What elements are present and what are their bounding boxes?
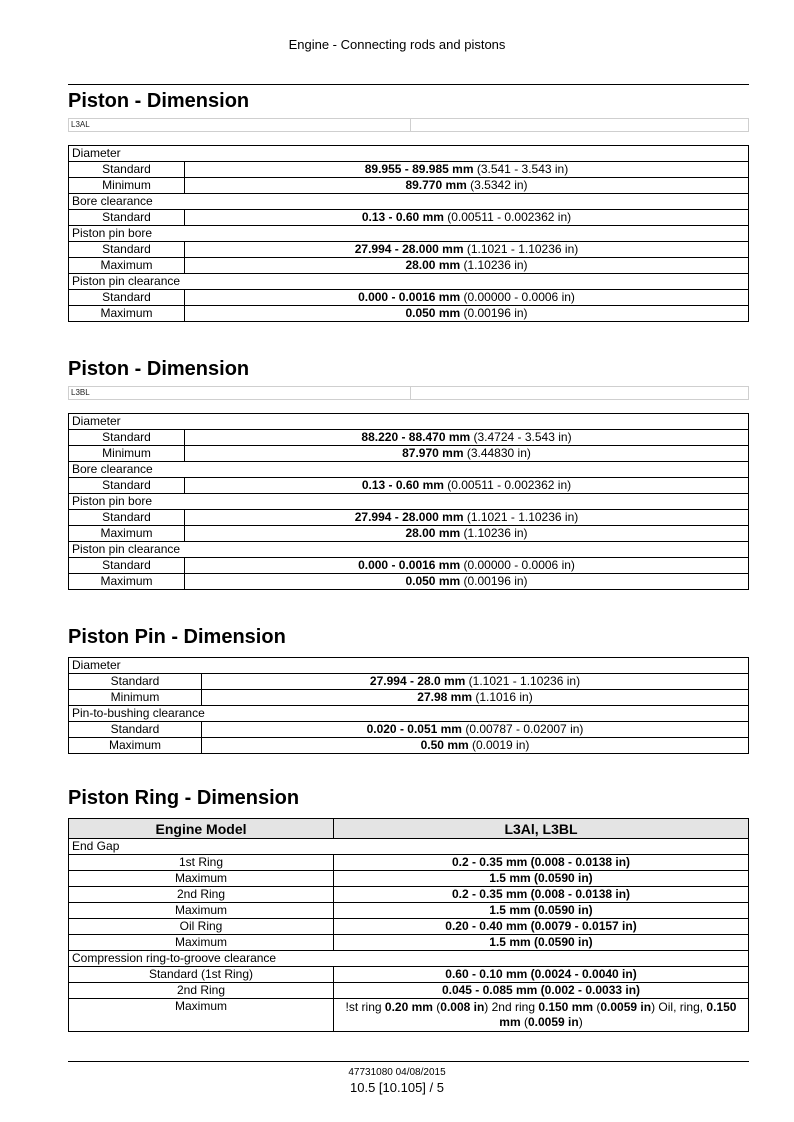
row-label: 2nd Ring [69, 887, 334, 903]
group-label: Bore clearance [69, 194, 749, 210]
group-label: Piston pin clearance [69, 542, 749, 558]
model-tag-label: L3AL [69, 119, 411, 131]
row-value [185, 258, 749, 274]
value-part: ) 2nd ring [484, 1000, 539, 1014]
page-header-title: Engine - Connecting rods and pistons [288, 37, 506, 52]
group-label: Diameter [69, 414, 749, 430]
value-metric: 27.994 - 28.0 mm [369, 674, 466, 688]
row-value [334, 903, 749, 919]
row-value [185, 290, 749, 306]
row-label: Standard [69, 242, 185, 258]
value-metric: 0.20 - 0.40 mm (0.0079 - 0.0157 in) [445, 919, 637, 933]
spec-table [68, 413, 749, 590]
value-metric: 0.60 - 0.10 mm (0.0024 - 0.0040 in) [445, 967, 637, 981]
table-row [69, 983, 749, 999]
table-header-row [69, 819, 749, 839]
value-metric: 0.13 - 0.60 mm [361, 210, 444, 224]
group-label: Diameter [69, 658, 749, 674]
value-metric: 88.220 - 88.470 mm [361, 430, 471, 444]
column-header: L3Al, L3BL [334, 819, 749, 839]
row-value [334, 935, 749, 951]
value-imperial: (0.00196 in) [460, 574, 528, 588]
table-row [69, 430, 749, 446]
value-imperial: (0.00000 - 0.0006 in) [460, 558, 575, 572]
row-label: Minimum [69, 178, 185, 194]
row-label: Maximum [69, 574, 185, 590]
group-label: Pin-to-bushing clearance [69, 706, 749, 722]
group-row [69, 194, 749, 210]
row-value [202, 722, 749, 738]
value-imperial: (1.10236 in) [460, 526, 528, 540]
row-label: Standard [69, 162, 185, 178]
row-label: 2nd Ring [69, 983, 334, 999]
spec-table [68, 818, 749, 1032]
row-label: Standard [69, 674, 202, 690]
value-metric: 0.020 - 0.051 mm [366, 722, 462, 736]
row-label: Oil Ring [69, 919, 334, 935]
row-label: Minimum [69, 446, 185, 462]
footer-doc-id: 47731080 04/08/2015 [348, 1067, 446, 1078]
row-value [202, 690, 749, 706]
value-part: 0.20 mm [384, 1000, 433, 1014]
table-row [69, 242, 749, 258]
value-metric: 0.045 - 0.085 mm (0.002 - 0.0033 in) [441, 983, 641, 997]
value-imperial: (1.10236 in) [460, 258, 528, 272]
value-metric: 89.955 - 89.985 mm [364, 162, 474, 176]
value-metric: 27.994 - 28.000 mm [354, 510, 464, 524]
table-row [69, 162, 749, 178]
spec-table [68, 145, 749, 322]
row-value [202, 674, 749, 690]
value-imperial: (0.00787 - 0.02007 in) [461, 722, 584, 736]
row-label: Maximum [69, 871, 334, 887]
value-metric: 28.00 mm [405, 526, 461, 540]
model-tag [68, 118, 749, 132]
value-imperial: (1.1021 - 1.10236 in) [463, 510, 579, 524]
section-piston-l3bl [68, 357, 749, 590]
value-part: ( [520, 1015, 528, 1029]
row-value [185, 306, 749, 322]
spec-table [68, 657, 749, 754]
table-row [69, 210, 749, 226]
row-label: Maximum [69, 306, 185, 322]
value-part: 0.008 in [440, 1000, 485, 1014]
value-metric: 0.13 - 0.60 mm [361, 478, 444, 492]
value-part: 0.150 mm [538, 1000, 594, 1014]
table-row [69, 258, 749, 274]
value-metric: 0.050 mm [405, 574, 461, 588]
row-value [185, 478, 749, 494]
row-label: Maximum [69, 999, 334, 1032]
group-label: End Gap [69, 839, 749, 855]
row-value [334, 983, 749, 999]
table-row [69, 306, 749, 322]
row-label: Standard (1st Ring) [69, 967, 334, 983]
row-value [334, 967, 749, 983]
row-label: Standard [69, 430, 185, 446]
value-metric: 0.050 mm [405, 306, 461, 320]
value-imperial: (0.00196 in) [460, 306, 528, 320]
footer-page-number: 10.5 [10.105] / 5 [350, 1080, 444, 1095]
column-header: Engine Model [69, 819, 334, 839]
group-row [69, 414, 749, 430]
group-row [69, 658, 749, 674]
row-value [334, 919, 749, 935]
row-label: Maximum [69, 258, 185, 274]
footer-divider [68, 1061, 749, 1062]
table-row [69, 574, 749, 590]
value-part: 0.150 mm [499, 1000, 737, 1029]
value-part: 0.0059 in [527, 1015, 579, 1029]
value-metric: 0.2 - 0.35 mm (0.008 - 0.0138 in) [451, 887, 631, 901]
row-label: Standard [69, 510, 185, 526]
value-metric: 1.5 mm (0.0590 in) [489, 903, 593, 917]
group-row [69, 494, 749, 510]
row-value [185, 178, 749, 194]
row-value [185, 162, 749, 178]
row-value [185, 526, 749, 542]
value-imperial: (0.0019 in) [468, 738, 530, 752]
value-part: !st ring [345, 1000, 385, 1014]
row-value [185, 430, 749, 446]
table-row [69, 558, 749, 574]
value-part: 0.0059 in [600, 1000, 652, 1014]
value-metric: 87.970 mm [402, 446, 464, 460]
value-part: ) Oil, ring, [651, 1000, 707, 1014]
value-part: ) [578, 1015, 583, 1029]
value-metric: 28.00 mm [405, 258, 461, 272]
row-label: Maximum [69, 738, 202, 754]
value-imperial: (0.00000 - 0.0006 in) [460, 290, 575, 304]
value-imperial: (3.44830 in) [463, 446, 531, 460]
section-piston-ring [68, 786, 749, 1032]
table-row [69, 919, 749, 935]
value-part: ( [432, 1000, 441, 1014]
table-row [69, 674, 749, 690]
table-row [69, 871, 749, 887]
row-value [185, 446, 749, 462]
row-label: Minimum [69, 690, 202, 706]
group-label: Bore clearance [69, 462, 749, 478]
value-metric: 1.5 mm (0.0590 in) [489, 871, 593, 885]
group-label: Compression ring-to-groove clearance [69, 951, 749, 967]
value-imperial: (0.00511 - 0.002362 in) [443, 478, 572, 492]
group-row [69, 951, 749, 967]
row-label: Standard [69, 210, 185, 226]
value-imperial: (0.00511 - 0.002362 in) [443, 210, 572, 224]
group-row [69, 839, 749, 855]
row-value [334, 887, 749, 903]
row-label: Maximum [69, 526, 185, 542]
table-row [69, 967, 749, 983]
row-value [185, 210, 749, 226]
row-value [185, 242, 749, 258]
section-piston-l3al [68, 89, 749, 322]
value-metric: 0.000 - 0.0016 mm [358, 290, 461, 304]
group-label: Diameter [69, 146, 749, 162]
row-label: Maximum [69, 903, 334, 919]
row-value [185, 510, 749, 526]
group-row [69, 462, 749, 478]
table-row [69, 903, 749, 919]
header-divider [68, 84, 749, 85]
table-row [69, 999, 749, 1032]
value-imperial: (1.1016 in) [472, 690, 533, 704]
section-title: Piston - Dimension [68, 90, 250, 112]
table-row [69, 855, 749, 871]
table-row [69, 690, 749, 706]
section-title: Piston - Dimension [68, 358, 250, 380]
row-label: 1st Ring [69, 855, 334, 871]
row-label: Standard [69, 722, 202, 738]
value-metric: 27.994 - 28.000 mm [354, 242, 464, 256]
group-row [69, 274, 749, 290]
table-row [69, 446, 749, 462]
value-metric: 89.770 mm [405, 178, 467, 192]
value-imperial: (3.4724 - 3.543 in) [470, 430, 572, 444]
model-tag [68, 386, 749, 400]
value-part: ( [593, 1000, 601, 1014]
group-row [69, 706, 749, 722]
section-title: Piston Pin - Dimension [68, 626, 286, 648]
value-metric: 1.5 mm (0.0590 in) [489, 935, 593, 949]
value-metric: 27.98 mm [417, 690, 472, 704]
value-imperial: (1.1021 - 1.10236 in) [465, 674, 581, 688]
group-label: Piston pin bore [69, 494, 749, 510]
group-label: Piston pin clearance [69, 274, 749, 290]
row-value [202, 738, 749, 754]
table-row [69, 887, 749, 903]
section-piston-pin [68, 625, 749, 754]
row-value [185, 574, 749, 590]
table-row [69, 526, 749, 542]
table-row [69, 935, 749, 951]
table-row [69, 722, 749, 738]
row-label: Standard [69, 558, 185, 574]
group-row [69, 226, 749, 242]
row-label: Standard [69, 478, 185, 494]
table-row [69, 478, 749, 494]
section-title: Piston Ring - Dimension [68, 787, 300, 809]
value-metric: 0.2 - 0.35 mm (0.008 - 0.0138 in) [451, 855, 631, 869]
table-row [69, 178, 749, 194]
table-row [69, 510, 749, 526]
value-imperial: (3.5342 in) [466, 178, 528, 192]
table-row [69, 738, 749, 754]
table-row [69, 290, 749, 306]
value-imperial: (1.1021 - 1.10236 in) [463, 242, 579, 256]
model-tag-label: L3BL [69, 387, 411, 399]
row-value [334, 999, 749, 1032]
row-value [334, 855, 749, 871]
value-metric: 0.000 - 0.0016 mm [358, 558, 461, 572]
group-label: Piston pin bore [69, 226, 749, 242]
row-value [334, 871, 749, 887]
row-value [185, 558, 749, 574]
group-row [69, 146, 749, 162]
group-row [69, 542, 749, 558]
value-imperial: (3.541 - 3.543 in) [473, 162, 569, 176]
row-label: Standard [69, 290, 185, 306]
row-label: Maximum [69, 935, 334, 951]
value-metric: 0.50 mm [420, 738, 469, 752]
